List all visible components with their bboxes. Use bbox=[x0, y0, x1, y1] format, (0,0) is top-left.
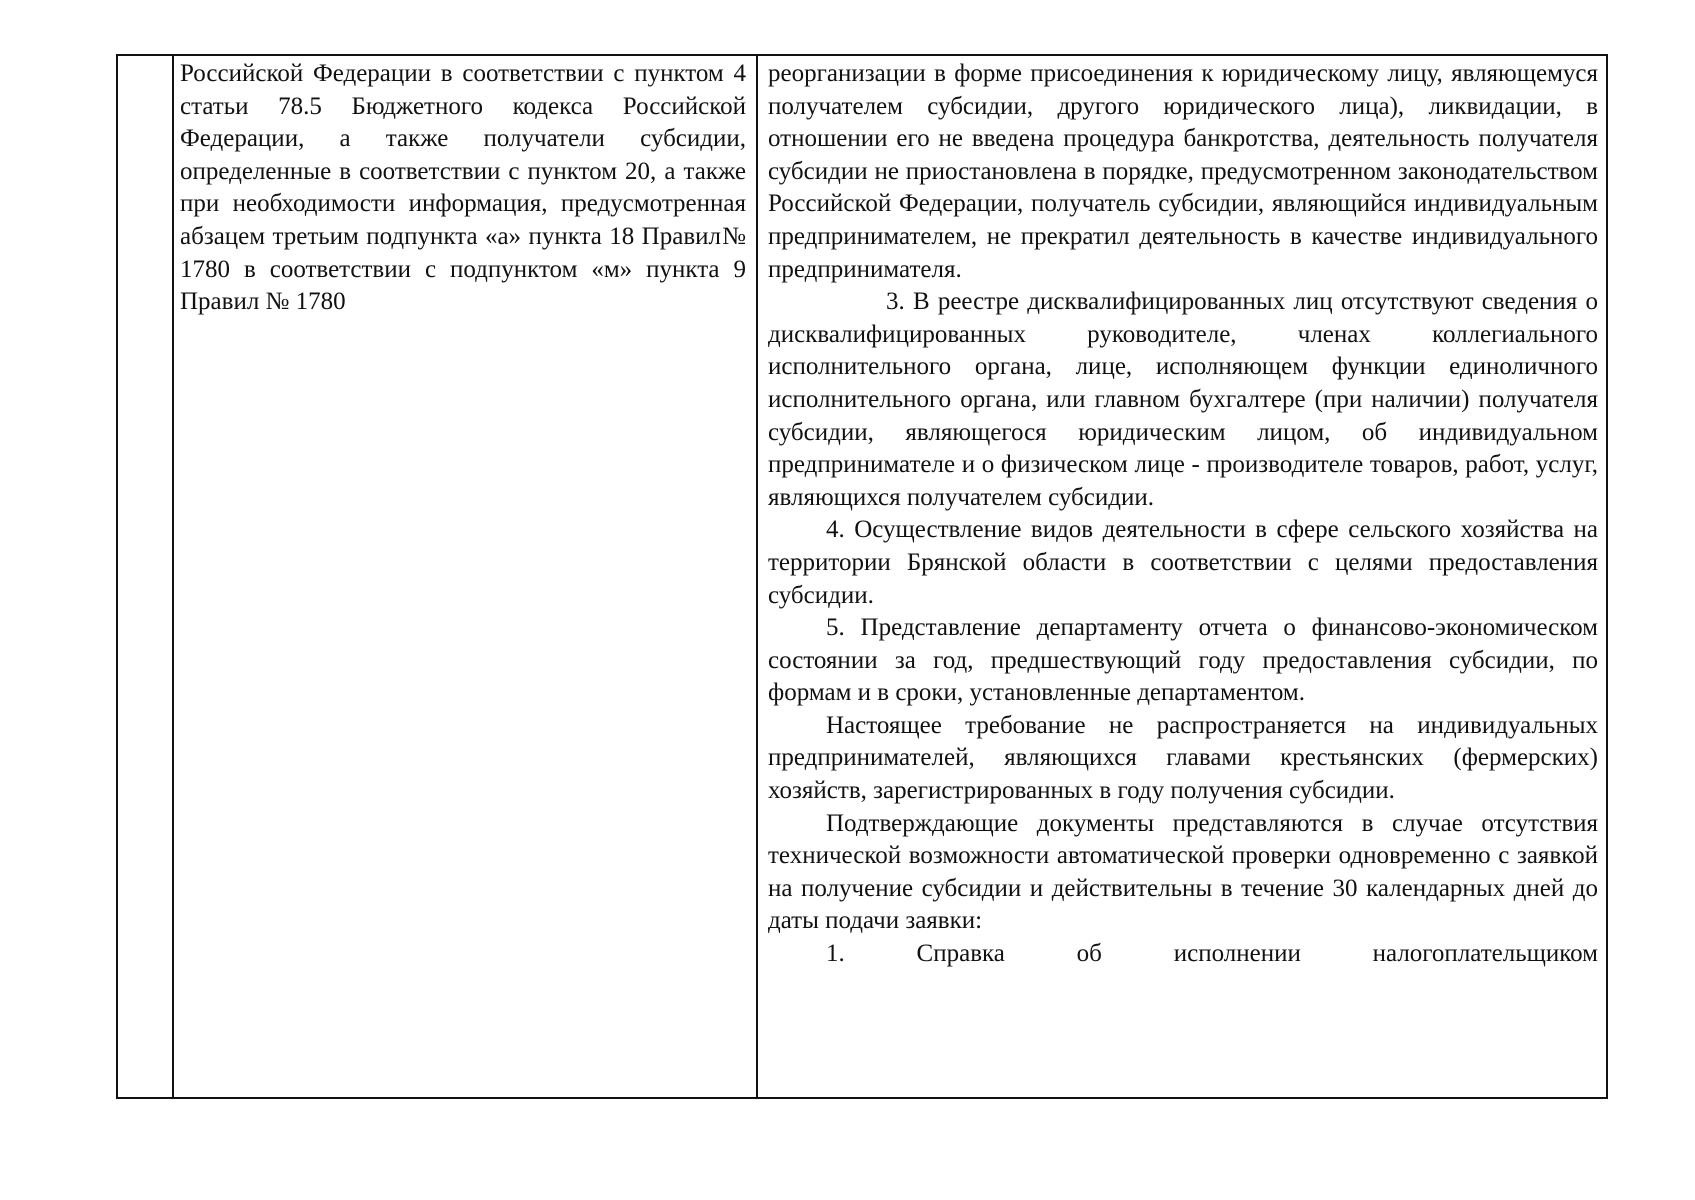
document-table bbox=[116, 54, 1608, 1099]
criteria-column-cell bbox=[174, 56, 758, 1097]
paragraph-exception: Настоящее требование не распространяется на индивидуальных предпринимателей, являющихся главами крестьянских (фермерских) хозяйств, зарегистрированных в году получения субсидии. bbox=[768, 711, 1598, 805]
paragraph-reorganization: реорганизации в форме присоединения к юридическому лицу, являющемуся получателем субсидии, другого юридического лица), ликвидации, в отношении его не введена процедура банкротства, деятельность получателя субсидии не приостановлена в порядке, предусмотренном законодательством Российской Федерации, получатель субсидии, являющийся индивидуальным предпринимателем, не прекратил деятельность в качестве индивидуального предпринимателя. bbox=[768, 60, 1598, 283]
number-column-cell bbox=[118, 56, 174, 1097]
paragraph-documents: Подтверждающие документы представляются в случае отсутствия технической возможности автоматической проверки одновременно с заявкой на получение субсидии и действительны в течение 30 календарных дней до даты подачи заявки: bbox=[768, 809, 1598, 935]
paragraph-item-3: 3. В реестре дисквалифицированных лиц отсутствуют сведения о дисквалифицированных руководителе, членах коллегиального исполнительного органа, лице, исполняющем функции единоличного исполнительного органа, или главном бухгалтере (при наличии) получателя субсидии, являющегося юридическим лицом, об индивидуальном предпринимателе и о физическом лице - производителе товаров, работ, услуг, являющихся получателем субсидии. bbox=[768, 288, 1598, 511]
paragraph-item-1-certificate: 1. Справка об исполнении налогоплательщиком bbox=[826, 940, 1598, 968]
paragraph-item-5: 5. Представление департаменту отчета о финансово-экономическом состоянии за год, предшествующий году предоставления субсидии, по формам и в сроки, установленные департаментом. bbox=[768, 614, 1598, 707]
requirements-column-cell bbox=[758, 56, 1606, 1097]
criteria-text: Российской Федерации в соответствии с пунктом 4 статьи 78.5 Бюджетного кодекса Российской Федерации, а также получатели субсидии, определенные в соответствии с пунктом 20, а также при необходимости информация, предусмотренная абзацем третьим подпункта «а» пункта 18 Правил№ 1780 в соответствии с подпунктом «м» пункта 9 Правил № 1780 bbox=[180, 60, 746, 316]
paragraph-item-4: 4. Осуществление видов деятельности в сфере сельского хозяйства на территории Брянской области в соответствии с целями предоставления субсидии. bbox=[768, 516, 1598, 609]
